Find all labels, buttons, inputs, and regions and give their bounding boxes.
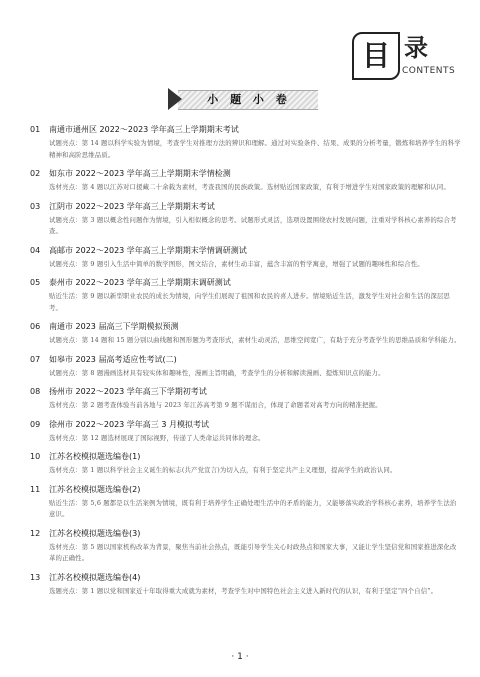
entry-number: 10 [30,452,41,461]
entry-head [30,245,462,258]
contents-entry[interactable] [30,528,462,565]
entry-title[interactable]: 江苏名校模拟题选编卷(2) [49,484,141,494]
entry-description: 试题亮点：第 9 题引入生活中简单的数学图形，图文结合，素材生动丰富，蕴含丰富的哲学寓意，增强了试题的趣味性和综合性。 [49,259,424,268]
entry-number: 03 [30,201,41,211]
entry-description: 选材亮点：第 12 题选材展现了国际视野，传递了人类命运共同体的理念。 [49,433,265,442]
entry-number: 13 [30,572,41,582]
entry-head [30,572,462,585]
entry-description: 选材亮点：第 1 题以科学社会主义诞生的标志(共产党宣言)为切入点，有利于坚定共产主义理想，提高学生的政治认同。 [49,466,397,474]
entry-head [30,451,462,464]
entry-description: 贴近生活：第 5,6 题都是以生活案例为情境，既有利于培养学生正确处理生活中的矛盾的能力，又能够落实政治学科核心素养，培养学生法治意识。 [49,498,457,518]
contents-entry[interactable] [30,277,462,314]
entry-head [30,277,462,290]
section-banner [168,88,318,110]
entry-head [30,528,462,541]
entry-title[interactable]: 江苏名校模拟题选编卷(1) [49,452,141,461]
entry-title[interactable]: 徐州市 2022～2023 学年高三 3 月模拟考试 [49,419,209,429]
entry-description: 试题亮点：第 8 题漫画选材具有较实体和趣味性，漫画主旨明确，考查学生的分析和解读漫画、提炼知识点的能力。 [49,368,385,377]
entry-number: 11 [30,484,41,494]
entry-description: 选材亮点：第 5 题以国家机构改革为背景，聚焦当前社会热点，既能引导学生关心时政热点和国家大事，又能让学生坚信党和国家推进深化改革的正确性。 [49,542,457,562]
contents-entry[interactable] [30,572,462,598]
entry-head [30,321,462,334]
logo-char-mu: 目 [361,39,390,72]
entry-title[interactable]: 泰州市 2022～2023 学年高三上学期期末调研测试 [49,278,231,287]
contents-entry[interactable] [30,168,462,194]
entry-number: 04 [30,245,41,255]
entry-number: 12 [30,528,41,538]
entry-description: 贴近生活：第 9 题以新型职业农民的成长为情境，向学生们展现了祖国和农民的喜人进步。情境贴近生活，激发学生对社会和生活的深层思考。 [49,292,451,312]
entry-title[interactable]: 江苏名校模拟题选编卷(3) [49,528,141,538]
entry-head [30,419,462,432]
entry-title[interactable]: 如东市 2022～2023 学年高三上学期期末学情检测 [49,169,231,178]
entry-number: 05 [30,278,41,287]
contents-entry[interactable] [30,245,462,271]
contents-logo [352,32,462,82]
contents-list [30,124,462,604]
entry-title[interactable]: 扬州市 2022～2023 学年高三下学期初考试 [49,387,207,396]
entry-number: 07 [30,354,41,364]
banner-triangle-icon [168,88,182,110]
entry-number: 08 [30,387,41,396]
entry-number: 09 [30,419,41,429]
entry-description: 选材亮点：第 4 题以江苏对口援藏二十余载为素材，考查我国的民族政策。选材贴近国家政策，有利于增进学生对国家政策的理解和认同。 [49,183,451,191]
page-number: · 1 · [231,652,249,662]
entry-title[interactable]: 如皋市 2023 届高考适应性考试(二) [49,354,177,364]
contents-entry[interactable] [30,321,462,347]
contents-entry[interactable] [30,419,462,445]
entry-head [30,201,462,214]
entry-description: 试题亮点：第 3 题以概念性问题作为情境，引入相似概念的思考。试题形式灵活，选项设置围绕农村发展问题，注重对学科核心素养的综合考查。 [49,215,457,235]
logo-english: CONTENTS [402,66,456,76]
entry-head [30,124,462,137]
logo-char-lu: 录 [404,34,428,62]
entry-head [30,386,462,399]
entry-description: 选题亮点：第 1 题以党和国家近十年取得重大成就为素材，考查学生对中国特色社会主义进入新时代的认识，有利于坚定“四个自信”。 [49,586,438,595]
entry-head [30,168,462,181]
entry-head [30,354,462,367]
contents-entry[interactable] [30,484,462,521]
entry-title[interactable]: 高邮市 2022～2023 学年高三上学期期末学情调研测试 [49,245,247,255]
contents-entry[interactable] [30,354,462,380]
entry-title[interactable]: 南通市通州区 2022～2023 学年高三上学期期末考试 [49,125,239,134]
entry-description: 选材亮点：第 2 题考查体验当前各地与 2023 年江苏高考第 9 题不谋而合，体现了命题者对高考方向的精准把握。 [49,401,382,409]
entry-title[interactable]: 南通市 2023 届高三下学期模拟预测 [49,322,179,331]
contents-entry[interactable] [30,124,462,161]
entry-head [30,484,462,497]
entry-description: 试题亮点：第 14 题和 15 题分别以曲线题和图形题为考查形式，素材生动灵活，思维空间宽广，有助于充分考查学生的思维品质和学科能力。 [49,336,461,344]
contents-entry[interactable] [30,201,462,238]
entry-title[interactable]: 江阴市 2022～2023 学年高三上学期期末考试 [49,201,215,211]
entry-description: 试题亮点：第 14 题以科学实验为情境，考查学生对推理方法的辨识和理解。通过对实验条件、结果、成果的分析考量，锻炼和培养学生的科学精神和高阶思维品质。 [49,139,461,159]
logo-box [352,32,400,80]
contents-entry[interactable] [30,386,462,412]
entry-number: 06 [30,322,41,331]
entry-number: 02 [30,169,41,178]
section-title: 小 题 小 卷 [207,93,291,106]
contents-entry[interactable] [30,451,462,477]
entry-number: 01 [30,125,41,134]
entry-title[interactable]: 江苏名校模拟题选编卷(4) [49,572,141,582]
